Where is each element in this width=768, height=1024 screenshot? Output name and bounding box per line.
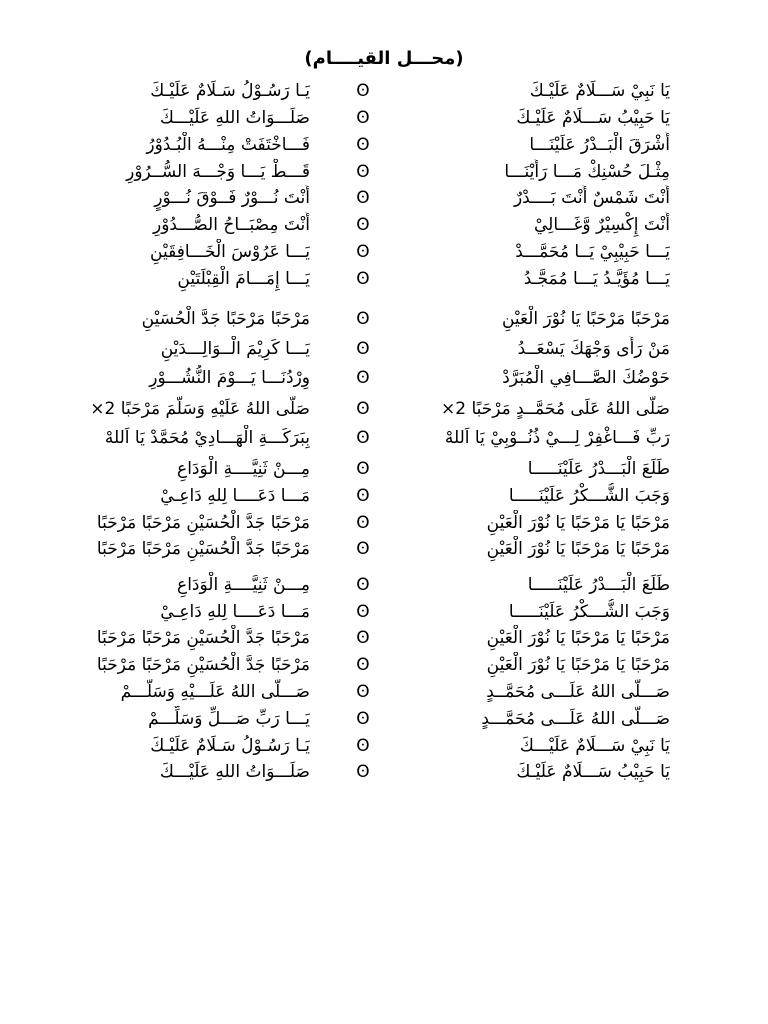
verse-row: [0, 306, 768, 332]
verse-left: مَرْحَبًا جَدَّ الْحُسَيْنِ مَرْحَبًا مَرْحَبًا: [96, 539, 310, 559]
verse-row: [0, 679, 768, 705]
verse-left: مِـــنْ ثَنِيَّــــةِ الْوَدَاعِ: [177, 575, 310, 595]
verse-row: [0, 599, 768, 625]
verse-right: أَنْتَ إِكْسِيْرٌ وَّغَـــالِيْ: [533, 215, 670, 235]
verse-left: مَـــا دَعَــــا لِلهِ دَاعِـيْ: [160, 486, 310, 506]
verse-right: أَشْرَقَ الْبَــدْرُ عَلَيْنَـــا: [529, 135, 670, 155]
separator-icon: ʘ: [356, 81, 370, 101]
verse-row: [0, 132, 768, 158]
separator-icon: ʘ: [356, 459, 370, 479]
verse-right: مَرْحَبًا يَا مَرْحَبًا يَا نُوْرَ الْعَيْنِ: [486, 628, 670, 648]
verse-right: يَا نَبِيْ سَـــلَامٌ عَلَيْـكَ: [529, 81, 670, 101]
verse-row: [0, 336, 768, 362]
page-title: (محـــل القيــــام): [304, 48, 464, 69]
verse-right: طَلَعَ الْبَـــدْرُ عَلَيْنَـــــا: [527, 575, 670, 595]
verse-row: [0, 425, 768, 451]
verse-left: صَلَـــوَاتُ اللهِ عَلَيْـــكَ: [159, 762, 310, 782]
verse-right: مِثْـلَ حُسْنِكْ مَـــا رَأَيْنَـــا: [504, 162, 670, 182]
verse-row: [0, 572, 768, 598]
verse-right: رَبِّ فَـــاغْفِرْ لِـــيْ ذُنُــوْبِيْ يَا اَللهْ: [444, 428, 670, 448]
verse-row: [0, 510, 768, 536]
separator-icon: ʘ: [356, 513, 370, 533]
verse-row: [0, 759, 768, 785]
separator-icon: ʘ: [356, 539, 370, 559]
verse-row: [0, 396, 768, 422]
separator-icon: ʘ: [356, 428, 370, 448]
verse-left: قَـــطْ يَـــا وَجْـــهَ السُّــرُوْرِ: [126, 162, 310, 182]
verse-right: صَـــلَّى اللهُ عَلَـــى مُحَمَّـــدٍ: [481, 709, 670, 729]
verse-left: فَـــاخْتَفَتْ مِنْـــهُ الْبُـدُوْرُ: [146, 135, 310, 155]
separator-icon: ʘ: [356, 655, 370, 675]
separator-icon: ʘ: [356, 682, 370, 702]
verse-left: صَـــلَّى اللهُ عَلَـــيْهِ وَسَلَّـــمْ: [120, 682, 310, 702]
verse-right: مَرْحَبًا يَا مَرْحَبًا يَا نُوْرَ الْعَيْنِ: [486, 655, 670, 675]
verse-row: [0, 239, 768, 265]
separator-icon: ʘ: [356, 486, 370, 506]
verse-right: وَجَبَ الشُّـــكْرُ عَلَيْنَـــــا: [508, 602, 670, 622]
verse-left: مَرْحَبًا جَدَّ الْحُسَيْنِ مَرْحَبًا مَرْحَبًا: [96, 655, 310, 675]
verse-row: [0, 365, 768, 391]
separator-icon: ʘ: [356, 399, 370, 419]
verse-right: طَلَعَ الْبَـــدْرُ عَلَيْنَـــــا: [527, 459, 670, 479]
verse-right: يَـــا حَبِيْبِيْ يَــا مُحَمَّـــدْ: [515, 242, 670, 262]
verse-left: بِبَرَكَـــةِ الْهَـــادِيْ مُحَمَّدْ يَا اَللهْ: [104, 428, 310, 448]
verse-row: [0, 78, 768, 104]
separator-icon: ʘ: [356, 269, 370, 289]
separator-icon: ʘ: [356, 188, 370, 208]
verse-right: وَجَبَ الشُّـــكْرُ عَلَيْنَـــــا: [508, 486, 670, 506]
separator-icon: ʘ: [356, 709, 370, 729]
verse-right: مَرْحَبًا مَرْحَبًا يَا نُوْرَ الْعَيْنِ: [501, 309, 670, 329]
verse-left: يَـــا عَرُوْسَ الْخَـــافِقَيْنِ: [150, 242, 310, 262]
separator-icon: ʘ: [356, 162, 370, 182]
verse-row: [0, 706, 768, 732]
separator-icon: ʘ: [356, 368, 370, 388]
verse-row: [0, 212, 768, 238]
verse-right: يَا حَبِيْبُ سَـــلَامٌ عَلَيْـكَ: [516, 762, 670, 782]
verse-right: مَنْ رَأَى وَجْهَكَ يَسْعَــدُ: [517, 339, 670, 359]
verse-row: [0, 733, 768, 759]
verse-left: يَـــا إِمَـــامَ الْقِبْلَتَيْنِ: [177, 269, 310, 289]
verse-right: يَـــا مُؤَيَّـدُ يَـــا مُمَجَّـدُ: [523, 269, 670, 289]
verse-right: صَلَّى اللهُ عَلَى مُحَمَّــدٍ مَرْحَبًا 2×: [440, 399, 670, 419]
verse-right: مَرْحَبًا يَا مَرْحَبًا يَا نُوْرَ الْعَيْنِ: [486, 513, 670, 533]
verse-right: يَا حَبِيْبُ سَـــلَامٌ عَلَيْـكَ: [516, 108, 670, 128]
verse-row: [0, 159, 768, 185]
verse-left: يَـا رَسُـوْلُ سَـلَامٌ عَلَيْـكَ: [150, 81, 310, 101]
separator-icon: ʘ: [356, 309, 370, 329]
verse-left: أَنْتَ نُـــوْرٌ فَــوْقَ نُـــوْرٍ: [154, 188, 310, 208]
separator-icon: ʘ: [356, 135, 370, 155]
verse-left: صَلَـــوَاتُ اللهِ عَلَيْـــكَ: [159, 108, 310, 128]
verse-left: مَـــا دَعَــــا لِلهِ دَاعِـيْ: [160, 602, 310, 622]
separator-icon: ʘ: [356, 736, 370, 756]
verse-right: حَوْضُكَ الصَّـــافِي الْمُبَرَّدْ: [502, 368, 670, 388]
verse-row: [0, 652, 768, 678]
separator-icon: ʘ: [356, 215, 370, 235]
verse-left: يَـــا كَرِيْمَ الْــوَالِـــدَيْنِ: [160, 339, 310, 359]
verse-right: صَـــلَّى اللهُ عَلَـــى مُحَمَّــدٍ: [486, 682, 670, 702]
verse-left: مَرْحَبًا مَرْحَبًا جَدَّ الْحُسَيْنِ: [141, 309, 310, 329]
verse-row: [0, 456, 768, 482]
separator-icon: ʘ: [356, 242, 370, 262]
separator-icon: ʘ: [356, 762, 370, 782]
verse-left: مَرْحَبًا جَدَّ الْحُسَيْنِ مَرْحَبًا مَرْحَبًا: [96, 513, 310, 533]
verse-left: وِرْدُنَـــا يَـــوْمَ النُّشُـــوْرِ: [149, 368, 310, 388]
separator-icon: ʘ: [356, 339, 370, 359]
verse-left: يَـا رَسُـوْلُ سَـلَامٌ عَلَيْـكَ: [150, 736, 310, 756]
verse-right: يَا نَبِيْ سَـــلَامٌ عَلَيْـــكَ: [519, 736, 670, 756]
separator-icon: ʘ: [356, 575, 370, 595]
verse-left: يَـــا رَبِّ صَـــلِّ وَسَلِّـــمْ: [148, 709, 310, 729]
verse-row: [0, 483, 768, 509]
verse-right: مَرْحَبًا يَا مَرْحَبًا يَا نُوْرَ الْعَيْنِ: [486, 539, 670, 559]
verse-row: [0, 625, 768, 651]
verse-left: مِـــنْ ثَنِيَّــــةِ الْوَدَاعِ: [177, 459, 310, 479]
verse-right: أَنْتَ شَمْسٌ أَنْتَ بَــــدْرٌ: [513, 188, 670, 208]
verse-row: [0, 105, 768, 131]
separator-icon: ʘ: [356, 602, 370, 622]
separator-icon: ʘ: [356, 628, 370, 648]
verse-left: صَلَّى اللهُ عَلَيْهِ وَسَلَّمَ مَرْحَبًا 2×: [90, 399, 310, 419]
separator-icon: ʘ: [356, 108, 370, 128]
verse-row: [0, 536, 768, 562]
verse-left: مَرْحَبًا جَدَّ الْحُسَيْنِ مَرْحَبًا مَرْحَبًا: [96, 628, 310, 648]
verse-left: أَنْتَ مِصْبَــاحُ الصُّـــدُوْرِ: [153, 215, 310, 235]
verse-row: [0, 266, 768, 292]
verse-row: [0, 185, 768, 211]
